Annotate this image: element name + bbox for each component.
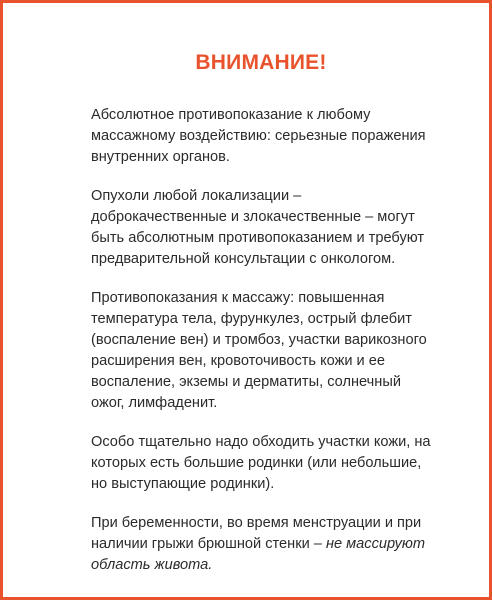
notice-content <box>91 51 431 594</box>
paragraph-moles: Особо тщательно надо обходить участки кожи, на которых есть большие родинки (или небольшие, но выступающие родинки). <box>91 434 431 492</box>
notice-title: ВНИМАНИЕ! <box>195 51 327 74</box>
pregnancy-italic-text: не массируют область живота. <box>91 536 426 573</box>
paragraph-tumors: Опухоли любой локализации – доброкачественные и злокачественные – могут быть абсолютным противопоказанием и требуют предварительной консультации с онкологом. <box>91 188 425 267</box>
pregnancy-text: При беременности, во время менструации и при наличии грыжи брюшной стенки – <box>91 515 422 552</box>
paragraph-contraindications: Противопоказания к массажу: повышенная температура тела, фурункулез, острый флебит (воспаление вен) и тромбоз, участки варикозного расширения вен, кровоточивость кожи и ее воспаление, экземы и дерматиты, солнечный ожог, лимфаденит. <box>91 290 427 411</box>
paragraph-pregnancy <box>91 513 431 576</box>
paragraph-absolute-contraindication: Абсолютное противопоказание к любому массажному воздействию: серьезные поражения внутренних органов. <box>91 107 426 165</box>
